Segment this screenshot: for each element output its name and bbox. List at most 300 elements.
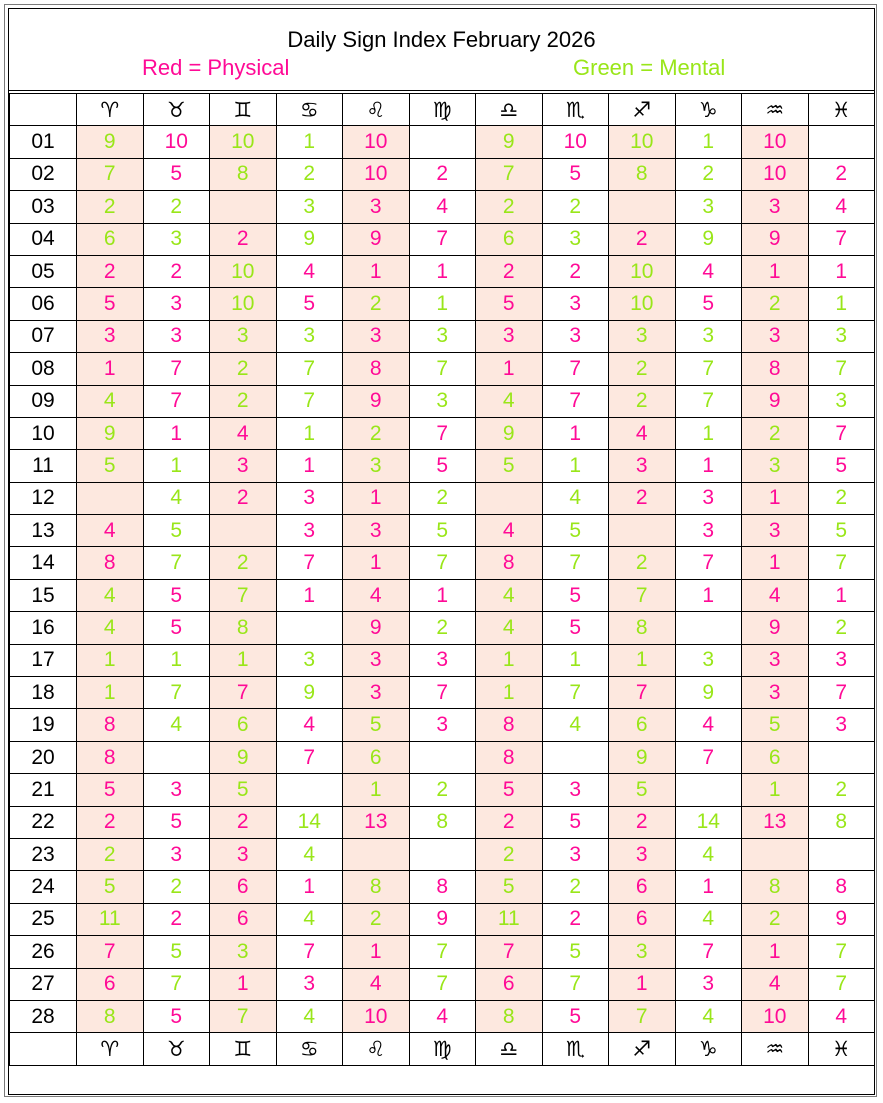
index-cell: 11 [476,903,543,935]
index-cell: 7 [808,677,875,709]
table-row [10,126,875,158]
index-cell: 6 [476,968,543,1000]
index-cell: 1 [742,482,809,514]
day-label: 11 [10,450,77,482]
table-row [10,288,875,320]
index-cell: 3 [143,838,210,870]
legend-mental: Green = Mental [573,55,726,80]
index-cell: 9 [343,612,410,644]
day-label: 06 [10,288,77,320]
index-cell: 8 [609,158,676,190]
index-cell: 10 [343,158,410,190]
index-cell: 1 [77,677,144,709]
index-cell: 2 [409,612,476,644]
sign-symbol-icon: ♒ [742,1033,809,1065]
index-cell: 4 [210,417,277,449]
index-cell: 9 [476,126,543,158]
sign-symbol-icon: ♓ [808,1033,875,1065]
table-row [10,482,875,514]
table-row [10,255,875,287]
index-cell: 1 [343,774,410,806]
day-label: 04 [10,223,77,255]
index-cell [343,838,410,870]
index-cell: 11 [77,903,144,935]
index-cell: 7 [77,158,144,190]
index-cell: 1 [343,255,410,287]
index-cell: 8 [476,547,543,579]
day-label: 10 [10,417,77,449]
index-cell [409,838,476,870]
index-cell: 1 [542,417,609,449]
index-cell: 5 [609,774,676,806]
index-cell: 3 [808,320,875,352]
sign-symbol-icon: ♒ [742,94,809,126]
page-title: Daily Sign Index February 2026 [287,27,596,52]
index-cell [476,482,543,514]
index-cell: 3 [609,936,676,968]
index-cell: 5 [542,806,609,838]
index-cell: 1 [210,968,277,1000]
index-cell: 3 [343,320,410,352]
index-cell: 3 [742,450,809,482]
index-cell: 10 [742,126,809,158]
index-cell: 5 [276,288,343,320]
index-cell: 5 [210,774,277,806]
index-cell: 7 [542,677,609,709]
index-cell: 2 [542,871,609,903]
sign-symbol-icon: ♍ [409,94,476,126]
index-cell: 2 [476,191,543,223]
index-cell: 2 [609,806,676,838]
index-cell: 7 [210,579,277,611]
index-cell: 3 [742,515,809,547]
index-cell: 5 [409,450,476,482]
day-label: 19 [10,709,77,741]
index-cell: 1 [409,288,476,320]
index-cell: 7 [675,741,742,773]
index-cell [409,741,476,773]
index-cell: 2 [77,191,144,223]
index-cell: 8 [409,806,476,838]
index-cell: 1 [276,126,343,158]
index-cell: 2 [210,353,277,385]
index-cell: 1 [276,579,343,611]
index-cell: 1 [742,936,809,968]
index-cell: 5 [77,450,144,482]
index-cell: 2 [609,547,676,579]
index-cell: 3 [542,838,609,870]
index-cell: 3 [409,709,476,741]
index-cell: 1 [276,417,343,449]
sign-footer-row [10,1033,875,1065]
index-cell: 7 [675,385,742,417]
sign-symbol-icon: ♉ [143,1033,210,1065]
table-row [10,936,875,968]
index-cell: 4 [542,709,609,741]
index-cell: 2 [409,482,476,514]
index-cell: 5 [476,871,543,903]
index-cell: 7 [276,547,343,579]
index-cell: 8 [343,871,410,903]
index-cell: 9 [77,126,144,158]
index-cell: 4 [77,612,144,644]
index-cell: 1 [808,288,875,320]
index-cell: 1 [609,968,676,1000]
index-cell: 2 [742,288,809,320]
index-cell: 3 [742,320,809,352]
index-cell: 4 [476,385,543,417]
sign-symbol-icon: ♋ [276,94,343,126]
index-cell: 5 [542,579,609,611]
day-label: 26 [10,936,77,968]
index-cell: 3 [276,320,343,352]
index-cell: 7 [143,547,210,579]
sign-symbol-icon: ♏ [542,94,609,126]
table-row [10,903,875,935]
index-cell: 10 [210,126,277,158]
index-cell: 7 [808,417,875,449]
sign-symbol-icon: ♐ [609,1033,676,1065]
index-cell: 3 [675,968,742,1000]
index-cell: 4 [143,709,210,741]
index-cell: 9 [742,385,809,417]
index-cell: 5 [409,515,476,547]
index-cell: 5 [143,158,210,190]
table-row [10,223,875,255]
day-label: 25 [10,903,77,935]
index-cell: 8 [742,353,809,385]
index-cell: 8 [77,709,144,741]
index-cell: 3 [742,191,809,223]
index-cell: 1 [542,450,609,482]
index-cell: 3 [210,838,277,870]
index-cell: 2 [343,288,410,320]
index-cell: 9 [675,223,742,255]
index-cell: 2 [143,255,210,287]
index-cell [276,612,343,644]
index-cell: 9 [343,385,410,417]
index-cell: 2 [77,806,144,838]
index-cell: 3 [675,482,742,514]
index-cell: 4 [409,191,476,223]
index-cell: 3 [675,320,742,352]
index-cell: 2 [276,158,343,190]
index-cell: 1 [143,417,210,449]
legend-physical: Red = Physical [142,55,290,80]
index-cell: 2 [143,191,210,223]
index-cell: 7 [276,741,343,773]
index-cell: 4 [276,709,343,741]
index-cell: 3 [276,482,343,514]
index-cell: 1 [343,547,410,579]
index-cell: 1 [808,579,875,611]
day-label: 13 [10,515,77,547]
corner-cell [10,1033,77,1065]
index-cell: 1 [143,644,210,676]
index-cell: 2 [542,191,609,223]
index-cell: 5 [542,936,609,968]
corner-cell [10,94,77,126]
index-cell: 3 [276,515,343,547]
index-cell: 3 [542,288,609,320]
index-cell: 5 [143,579,210,611]
index-cell: 6 [210,871,277,903]
day-label: 12 [10,482,77,514]
index-cell [143,741,210,773]
index-cell: 2 [77,255,144,287]
day-label: 03 [10,191,77,223]
table-row [10,871,875,903]
index-cell: 4 [77,579,144,611]
index-cell: 1 [675,126,742,158]
index-cell: 1 [343,482,410,514]
index-cell: 7 [808,353,875,385]
index-cell: 4 [409,1000,476,1032]
index-cell: 2 [210,223,277,255]
table-row [10,612,875,644]
index-cell: 5 [77,288,144,320]
table-row [10,450,875,482]
index-cell [77,482,144,514]
index-cell: 3 [742,644,809,676]
sign-symbol-icon: ♐ [609,94,676,126]
index-cell: 9 [742,612,809,644]
index-cell [675,774,742,806]
index-cell: 2 [143,903,210,935]
index-cell [210,191,277,223]
sign-symbol-icon: ♑ [675,1033,742,1065]
index-cell: 3 [675,644,742,676]
sign-symbol-icon: ♍ [409,1033,476,1065]
table-row [10,741,875,773]
index-cell: 4 [675,255,742,287]
index-cell [742,838,809,870]
index-cell: 2 [808,774,875,806]
day-label: 16 [10,612,77,644]
index-cell: 3 [609,450,676,482]
index-cell: 2 [210,482,277,514]
index-cell: 2 [542,903,609,935]
sign-header-row [10,94,875,126]
index-cell: 5 [77,774,144,806]
index-cell: 6 [609,903,676,935]
table-row [10,838,875,870]
sign-symbol-icon: ♓ [808,94,875,126]
index-cell: 6 [210,903,277,935]
sign-symbol-icon: ♊ [210,94,277,126]
index-cell: 5 [143,612,210,644]
index-cell: 7 [808,223,875,255]
index-cell: 3 [808,385,875,417]
index-cell: 5 [143,1000,210,1032]
index-cell [808,838,875,870]
index-cell: 1 [409,255,476,287]
sign-symbol-icon: ♌ [343,1033,410,1065]
index-cell: 8 [808,871,875,903]
index-cell: 4 [675,1000,742,1032]
index-cell: 13 [343,806,410,838]
index-cell: 8 [210,612,277,644]
index-cell [609,515,676,547]
day-label: 14 [10,547,77,579]
index-cell: 5 [143,806,210,838]
day-label: 01 [10,126,77,158]
index-cell: 6 [742,741,809,773]
day-label: 23 [10,838,77,870]
index-cell: 2 [808,482,875,514]
index-cell: 9 [675,677,742,709]
sign-symbol-icon: ♏ [542,1033,609,1065]
sign-symbol-icon: ♌ [343,94,410,126]
day-label: 17 [10,644,77,676]
index-cell: 5 [77,871,144,903]
index-cell: 2 [742,903,809,935]
sign-symbol-icon: ♊ [210,1033,277,1065]
table-row [10,191,875,223]
index-cell: 10 [609,255,676,287]
index-cell: 2 [609,385,676,417]
index-cell: 5 [675,288,742,320]
index-cell: 2 [542,255,609,287]
index-cell [276,774,343,806]
index-cell: 14 [675,806,742,838]
index-cell [808,741,875,773]
index-cell: 3 [276,191,343,223]
index-cell: 4 [476,612,543,644]
index-cell [210,515,277,547]
index-cell: 1 [742,547,809,579]
sign-index-table [9,93,875,1066]
index-cell: 1 [476,677,543,709]
index-cell: 8 [742,871,809,903]
index-cell: 3 [808,644,875,676]
index-cell: 4 [343,579,410,611]
index-cell: 4 [276,838,343,870]
index-cell: 9 [276,677,343,709]
index-cell: 8 [476,1000,543,1032]
index-cell: 4 [476,515,543,547]
index-cell: 2 [476,838,543,870]
sign-symbol-icon: ♎ [476,1033,543,1065]
index-cell: 4 [675,709,742,741]
index-cell: 1 [675,871,742,903]
table-row [10,806,875,838]
index-cell: 9 [77,417,144,449]
index-cell: 9 [409,903,476,935]
index-cell: 7 [143,968,210,1000]
index-cell: 9 [210,741,277,773]
index-cell: 7 [409,417,476,449]
index-cell: 5 [343,709,410,741]
index-cell: 1 [542,644,609,676]
table-row [10,547,875,579]
index-cell: 10 [143,126,210,158]
index-cell: 7 [210,677,277,709]
index-cell: 5 [143,936,210,968]
index-cell: 7 [77,936,144,968]
index-cell: 5 [143,515,210,547]
index-cell: 10 [210,288,277,320]
index-cell: 8 [77,1000,144,1032]
index-cell: 3 [542,223,609,255]
index-cell: 4 [476,579,543,611]
sign-symbol-icon: ♉ [143,94,210,126]
index-cell: 1 [742,255,809,287]
index-cell: 1 [609,644,676,676]
index-cell: 3 [542,320,609,352]
index-cell [542,741,609,773]
index-cell: 2 [409,774,476,806]
index-cell: 3 [675,515,742,547]
index-cell: 2 [343,903,410,935]
table-row [10,774,875,806]
index-cell: 2 [609,482,676,514]
index-cell: 1 [343,936,410,968]
index-cell: 3 [675,191,742,223]
index-cell: 5 [542,612,609,644]
index-cell: 10 [343,126,410,158]
index-cell: 9 [276,223,343,255]
index-cell: 5 [808,515,875,547]
index-cell: 8 [808,806,875,838]
index-cell: 6 [609,709,676,741]
index-cell [808,126,875,158]
index-cell: 1 [276,450,343,482]
index-cell: 1 [742,774,809,806]
index-cell: 2 [77,838,144,870]
index-cell: 2 [742,417,809,449]
index-cell: 2 [210,806,277,838]
index-cell: 1 [77,644,144,676]
index-cell: 1 [808,255,875,287]
index-cell: 6 [609,871,676,903]
index-cell: 1 [675,417,742,449]
index-cell: 9 [476,417,543,449]
index-cell: 1 [143,450,210,482]
index-cell: 6 [77,968,144,1000]
index-cell: 7 [808,936,875,968]
index-cell: 2 [143,871,210,903]
table-row [10,515,875,547]
day-label: 27 [10,968,77,1000]
index-cell: 2 [210,547,277,579]
index-cell: 7 [143,385,210,417]
day-label: 24 [10,871,77,903]
index-cell: 8 [343,353,410,385]
day-label: 02 [10,158,77,190]
index-cell: 3 [210,450,277,482]
table-row [10,968,875,1000]
day-label: 15 [10,579,77,611]
index-cell: 4 [143,482,210,514]
index-cell: 7 [542,353,609,385]
index-cell: 6 [476,223,543,255]
index-cell: 5 [476,450,543,482]
index-cell: 1 [210,644,277,676]
index-cell: 1 [409,579,476,611]
index-cell: 7 [542,547,609,579]
index-cell: 4 [276,255,343,287]
index-cell: 4 [742,968,809,1000]
index-cell: 7 [409,968,476,1000]
index-cell: 9 [742,223,809,255]
index-cell: 2 [476,806,543,838]
index-cell: 3 [808,709,875,741]
index-cell: 7 [476,936,543,968]
index-cell: 3 [409,644,476,676]
index-cell [609,191,676,223]
index-cell: 3 [143,288,210,320]
